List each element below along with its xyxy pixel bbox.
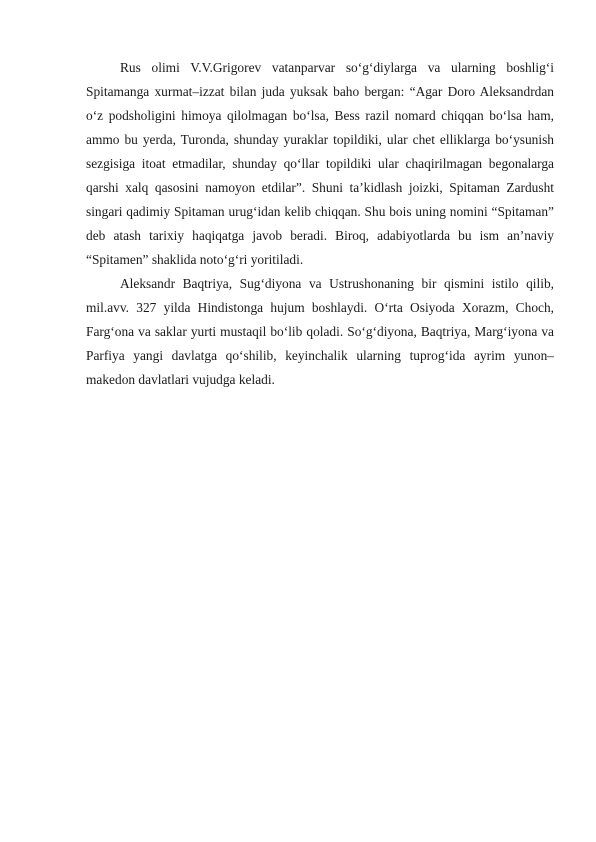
paragraph-2: Aleksandr Baqtriya, Sug‘diyona va Ustrushonaning bir qismini istilo qilib, mil.avv. 327 yilda Hindistonga hujum boshlaydi. O‘rta Osiyoda Xorazm, Choch, Farg‘ona va saklar yurti mustaqil bo‘lib qoladi. So‘g‘diyona, Baqtriya, Marg‘iyona va Parfiya yangi davlatga qo‘shilib, keyinchalik ularning tuprog‘ida ayrim yunon–makedon davlatlari vujudga keladi.	[86, 276, 554, 387]
paragraph-1: Rus olimi V.V.Grigorev vatanparvar so‘g‘diylarga va ularning boshlig‘i Spitamanga xurmat–izzat bilan juda yuksak baho bergan: “Agar Doro Aleksandrdan o‘z podsholigini himoya qilolmagan bo‘lsa, Bess razil nomard chiqqan bo‘lsa ham, ammo bu yerda, Turonda, shunday yuraklar topildiki, ular chet elliklarga bo‘ysunish sezgisiga itoat etmadilar, shunday qo‘llar topildiki ular chaqirilmagan begonalarga qarshi xalq qasosini namoyon etdilar”. Shuni ta’kidlash joizki, Spitaman Zardusht singari qadimiy Spitaman urug‘idan kelib chiqqan. Shu bois uning nomini “Spitaman” deb atash tarixiy haqiqatga javob beradi. Biroq, adabiyotlarda bu ism an’naviy “Spitamen” shaklida noto‘g‘ri yoritiladi.	[86, 60, 554, 267]
body-text	[86, 56, 554, 392]
